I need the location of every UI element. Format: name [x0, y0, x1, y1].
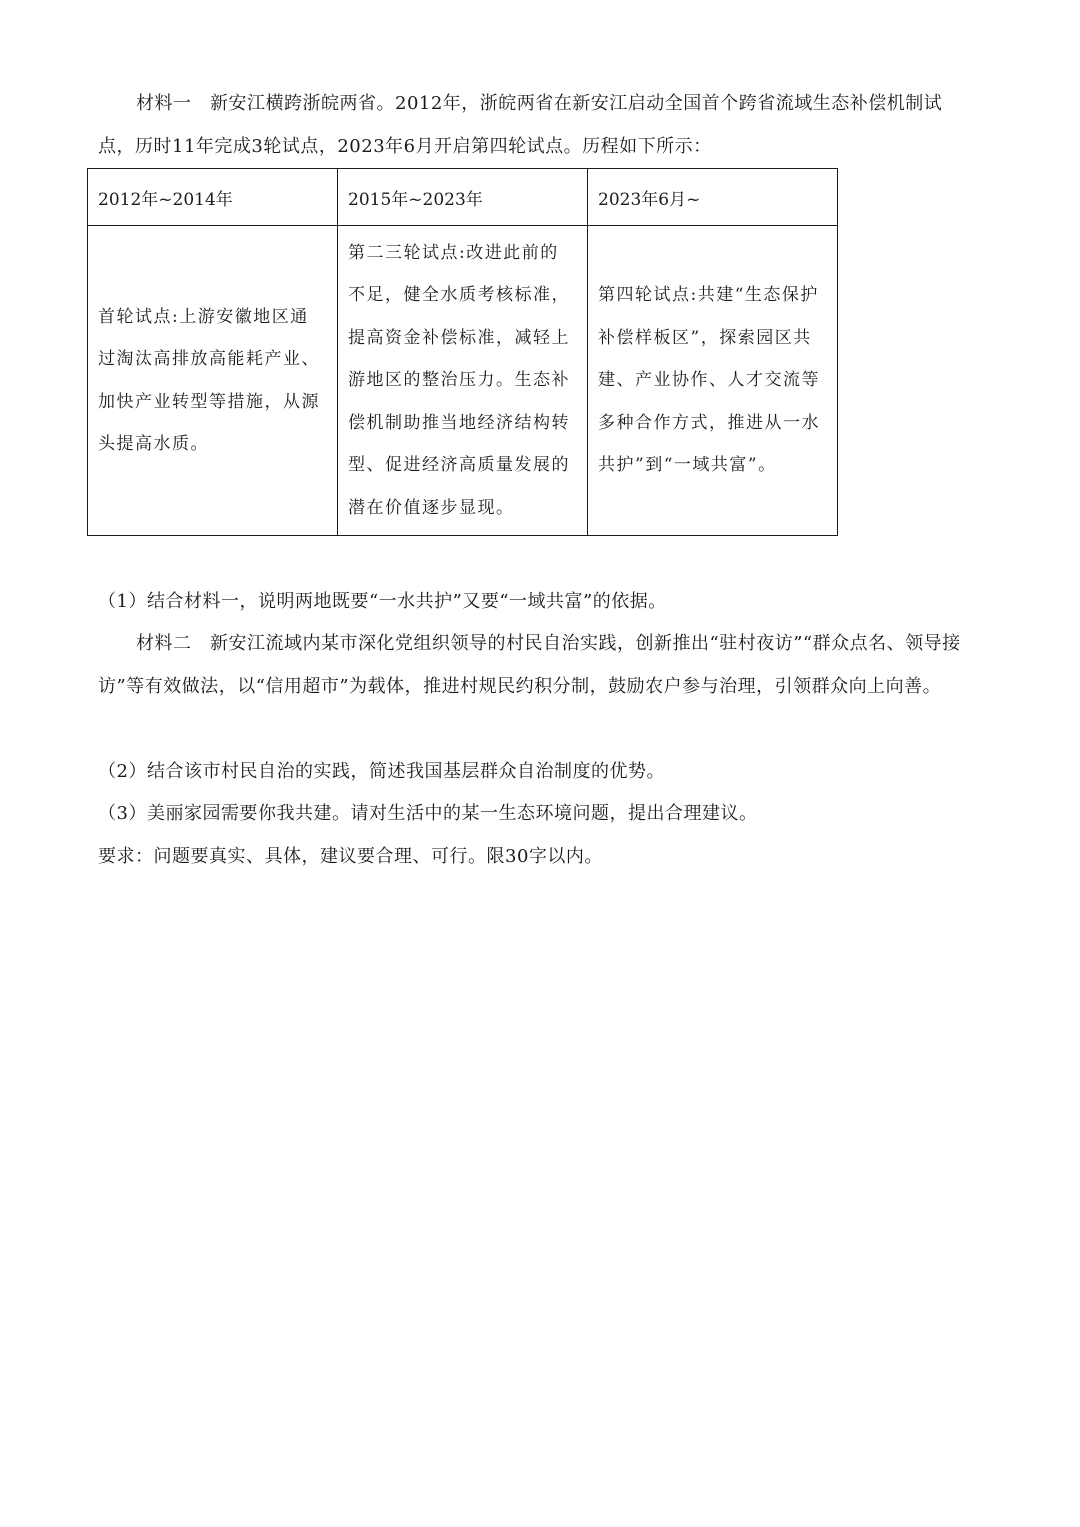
question-3: （3）美丽家园需要你我共建。请对生活中的某一生态环境问题，提出合理建议。 [98, 803, 758, 824]
answer-requirement: 要求：问题要真实、具体，建议要合理、可行。限30字以内。 [98, 846, 603, 867]
round-2-3-description: 第二三轮试点:改进此前的不足，健全水质考核标准，提高资金补偿标准，减轻上游地区的整治压力。生态补偿机制助推当地经济结构转型、促进经济高质量发展的潜在价值逐步显现。 [348, 242, 570, 518]
table-header-period-2: 2015年~2023年 [338, 169, 588, 226]
table-cell-round-4 [588, 226, 838, 536]
table-cell-round-1 [88, 226, 338, 536]
table-header-period-3: 2023年6月~ [588, 169, 838, 226]
table-row [88, 226, 838, 536]
material-two: 材料二 新安江流域内某市深化党组织领导的村民自治实践，创新推出“驻村夜访”“群众点名、领导接访”等有效做法，以“信用超市”为载体，推进村规民约积分制，鼓励农户参与治理，引领群众向上向善。 [98, 633, 961, 697]
pilot-timeline-table [87, 168, 838, 536]
round-1-description: 首轮试点:上游安徽地区通过淘汰高排放高能耗产业、加快产业转型等措施，从源头提高水质。 [98, 306, 320, 454]
question-1: （1）结合材料一，说明两地既要“一水共护”又要“一域共富”的依据。 [98, 591, 667, 612]
table-cell-round-2-3 [338, 226, 588, 536]
round-4-description: 第四轮试点:共建“生态保护补偿样板区”，探索园区共建、产业协作、人才交流等多种合作方式，推进从一水共护”到“一域共富”。 [598, 285, 820, 476]
table-header-row [88, 169, 838, 226]
table-header-period-1: 2012年~2014年 [88, 169, 338, 226]
question-2: （2）结合该市村民自治的实践，简述我国基层群众自治制度的优势。 [98, 761, 665, 782]
material-one-intro: 材料一 新安江横跨浙皖两省。2012年，浙皖两省在新安江启动全国首个跨省流域生态补偿机制试点，历时11年完成3轮试点，2023年6月开启第四轮试点。历程如下所示： [98, 93, 943, 157]
